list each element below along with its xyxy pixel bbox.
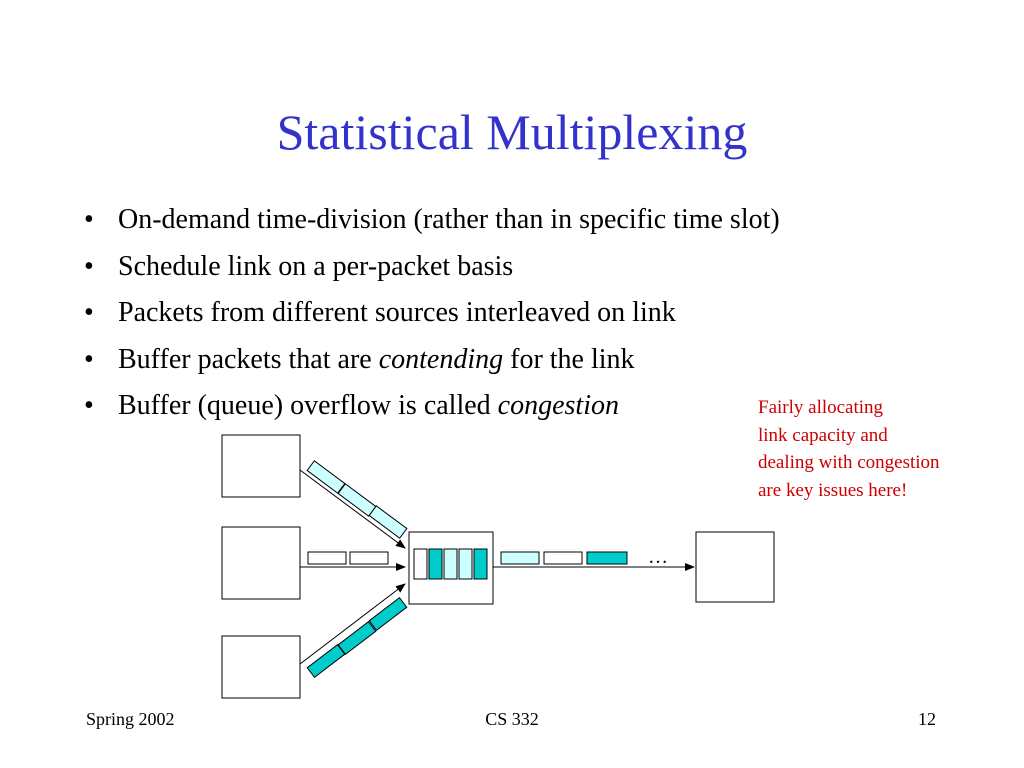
bullet-text: Buffer (queue) overflow is called xyxy=(118,390,498,421)
packet xyxy=(501,552,539,564)
slide-title: Statistical Multiplexing xyxy=(276,104,748,160)
bullet-text: Schedule link on a per-packet basis xyxy=(118,250,514,282)
source-host-bottom xyxy=(222,636,300,698)
link-top xyxy=(300,470,405,548)
packet xyxy=(308,552,346,564)
packet xyxy=(369,598,406,631)
packet xyxy=(587,552,627,564)
packet xyxy=(338,484,376,516)
packet xyxy=(307,461,345,493)
packet xyxy=(369,506,407,538)
queue-slot xyxy=(429,549,442,579)
link-bottom xyxy=(300,584,405,664)
queue-slot xyxy=(414,549,427,579)
footer-left: Spring 2002 xyxy=(86,709,175,729)
note-line: dealing with congestion xyxy=(758,452,940,473)
ellipsis-label: … xyxy=(648,546,668,568)
bullet-text: Buffer packets that are xyxy=(118,343,379,375)
packet xyxy=(307,645,344,678)
packet xyxy=(544,552,582,564)
packet xyxy=(350,552,388,564)
bullet-emphasis: contending xyxy=(378,343,504,375)
note-line: link capacity and xyxy=(758,424,888,446)
bullet-marker: • xyxy=(84,250,94,282)
bullet-marker: • xyxy=(84,343,94,375)
bullet-text: On-demand time-division (rather than in specific time slot) xyxy=(118,204,780,235)
source-host-top xyxy=(222,435,300,497)
queue-slot xyxy=(459,549,472,579)
footer-page-number: 12 xyxy=(918,709,936,729)
queue-slot xyxy=(474,549,487,579)
bullet-emphasis: congestion xyxy=(497,390,619,421)
bullet-marker: • xyxy=(84,297,94,328)
queue-slot xyxy=(444,549,457,579)
bullet-text: Packets from different sources interleaved on link xyxy=(118,297,676,328)
source-host-middle xyxy=(222,527,300,599)
bullet-marker: • xyxy=(84,204,94,235)
destination-host xyxy=(696,532,774,602)
bullet-marker: • xyxy=(84,390,94,421)
bullet-text-tail: for the link xyxy=(503,343,635,375)
packet xyxy=(338,622,375,655)
note-line: Fairly allocating xyxy=(758,397,884,418)
note-line: are key issues here! xyxy=(758,479,908,501)
footer-center: CS 332 xyxy=(485,709,539,729)
